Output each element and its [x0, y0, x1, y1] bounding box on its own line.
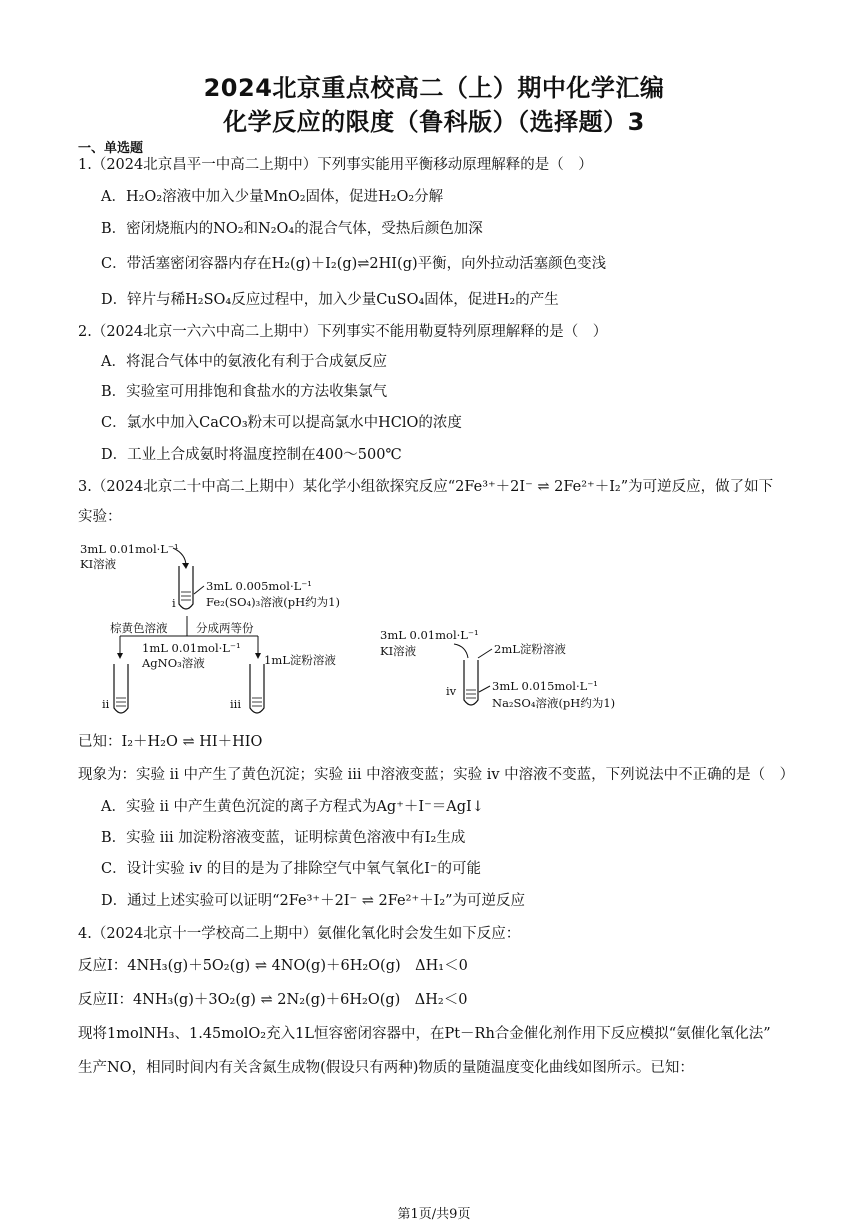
diagram-ki-right-label-2: KI溶液 [380, 644, 417, 658]
question-4-reaction-2: 反应II：4NH₃(g)＋3O₂(g) ⇌ 2N₂(g)＋6H₂O(g) ΔH₂＜0 [78, 992, 468, 1008]
diagram-fe-label-1: 3mL 0.005mol·L⁻¹ [206, 579, 312, 593]
question-3-stem-cont: 实验： [78, 509, 122, 525]
split-left-label: 棕黄色溶液 [110, 621, 168, 635]
diagram-ag-label-1: 1mL 0.01mol·L⁻¹ [142, 641, 241, 655]
question-2-option-a: A．将混合气体中的氨液化有利于合成氨反应 [101, 354, 387, 370]
diagram-starch2-label: 2mL淀粉溶液 [494, 642, 566, 656]
question-3-option-b: B．实验 iii 加淀粉溶液变蓝，证明棕黄色溶液中有I₂生成 [101, 830, 466, 846]
arrowhead-left [117, 653, 123, 659]
test-tube-ii [114, 664, 128, 713]
page-title: 2024北京重点校高二（上）期中化学汇编 [203, 74, 665, 102]
diagram-na-label-2: Na₂SO₄溶液(pH约为1) [492, 696, 616, 710]
question-3-option-d: D．通过上述实验可以证明“2Fe³⁺＋2I⁻ ⇌ 2Fe²⁺＋I₂”为可逆反应 [101, 893, 526, 909]
tube-iii-label: iii [230, 697, 242, 711]
diagram-ki-label-1: 3mL 0.01mol·L⁻¹ [80, 542, 179, 556]
question-2-option-c: C．氯水中加入CaCO₃粉末可以提高氯水中HClO的浓度 [101, 415, 462, 431]
experiment-diagram [78, 536, 658, 722]
question-1-stem: 1.（2024北京昌平一中高二上期中）下列事实能用平衡移动原理解释的是（ ） [78, 157, 593, 173]
question-3-option-a: A．实验 ii 中产生黄色沉淀的离子方程式为Ag⁺＋I⁻＝AgI↓ [101, 799, 484, 815]
diagram-ki-label-2: KI溶液 [80, 557, 117, 571]
section-heading: 一、单选题 [78, 141, 144, 156]
question-3-known: 已知：I₂＋H₂O ⇌ HI＋HIO [78, 734, 263, 750]
question-1-option-a: A．H₂O₂溶液中加入少量MnO₂固体，促进H₂O₂分解 [101, 189, 444, 205]
arrowhead-right [255, 653, 261, 659]
tube-ii-label: ii [102, 697, 110, 711]
question-4-paragraph-2: 生产NO，相同时间内有关含氮生成物(假设只有两种)物质的量随温度变化曲线如图所示。已知： [78, 1060, 694, 1076]
question-3-phenomena: 现象为：实验 ii 中产生了黄色沉淀；实验 iii 中溶液变蓝；实验 iv 中溶液不变蓝，下列说法中不正确的是（ ） [78, 767, 795, 783]
page-footer: 第1页/共9页 [397, 1207, 471, 1222]
test-tube-i [179, 566, 193, 609]
question-1-option-c: C．带活塞密闭容器内存在H₂(g)＋I₂(g)⇌2HI(g)平衡，向外拉动活塞颜色变浅 [101, 256, 607, 272]
page-subtitle: 化学反应的限度（鲁科版）（选择题）3 [223, 108, 645, 136]
tube-iv-label: iv [446, 684, 457, 698]
diagram-starch-label: 1mL淀粉溶液 [264, 653, 336, 667]
test-tube-iv [464, 660, 478, 705]
question-4-stem: 4.（2024北京十一学校高二上期中）氨催化氧化时会发生如下反应： [78, 926, 521, 942]
arrow-starch2 [478, 649, 492, 658]
question-3-option-c: C．设计实验 iv 的目的是为了排除空气中氧气氧化I⁻的可能 [101, 861, 482, 877]
diagram-ki-right-label-1: 3mL 0.01mol·L⁻¹ [380, 628, 479, 642]
question-2-option-d: D．工业上合成氨时将温度控制在400～500℃ [101, 447, 402, 463]
question-1-option-d: D．锌片与稀H₂SO₄反应过程中，加入少量CuSO₄固体，促进H₂的产生 [101, 292, 559, 308]
question-3-stem: 3.（2024北京二十中高二上期中）某化学小组欲探究反应“2Fe³⁺＋2I⁻ ⇌ 2Fe²⁺＋I₂”为可逆反应，做了如下 [78, 479, 774, 495]
question-2-stem: 2.（2024北京一六六中高二上期中）下列事实不能用勒夏特列原理解释的是（ ） [78, 324, 608, 340]
question-1-option-b: B．密闭烧瓶内的NO₂和N₂O₄的混合气体，受热后颜色加深 [101, 221, 483, 237]
arrow-na [479, 686, 490, 692]
tube-i-label: i [172, 596, 176, 610]
arrow-ki-right [454, 644, 468, 658]
question-4-paragraph-1: 现将1molNH₃、1.45molO₂充入1L恒容密闭容器中，在Pt－Rh合金催化剂作用下反应模拟“氨催化氧化法” [78, 1026, 771, 1042]
diagram-fe-label-2: Fe₂(SO₄)₃溶液(pH约为1) [206, 595, 340, 609]
question-4-reaction-1: 反应I：4NH₃(g)＋5O₂(g) ⇌ 4NO(g)＋6H₂O(g) ΔH₁＜0 [78, 958, 468, 974]
question-2-option-b: B．实验室可用排饱和食盐水的方法收集氯气 [101, 384, 388, 400]
diagram-na-label-1: 3mL 0.015mol·L⁻¹ [492, 679, 598, 693]
split-right-label: 分成两等份 [196, 621, 254, 635]
arrow-fe-to-tube-i [194, 586, 204, 594]
test-tube-iii [250, 664, 264, 713]
arrowhead-ki [182, 563, 189, 569]
diagram-ag-label-2: AgNO₃溶液 [142, 656, 205, 670]
